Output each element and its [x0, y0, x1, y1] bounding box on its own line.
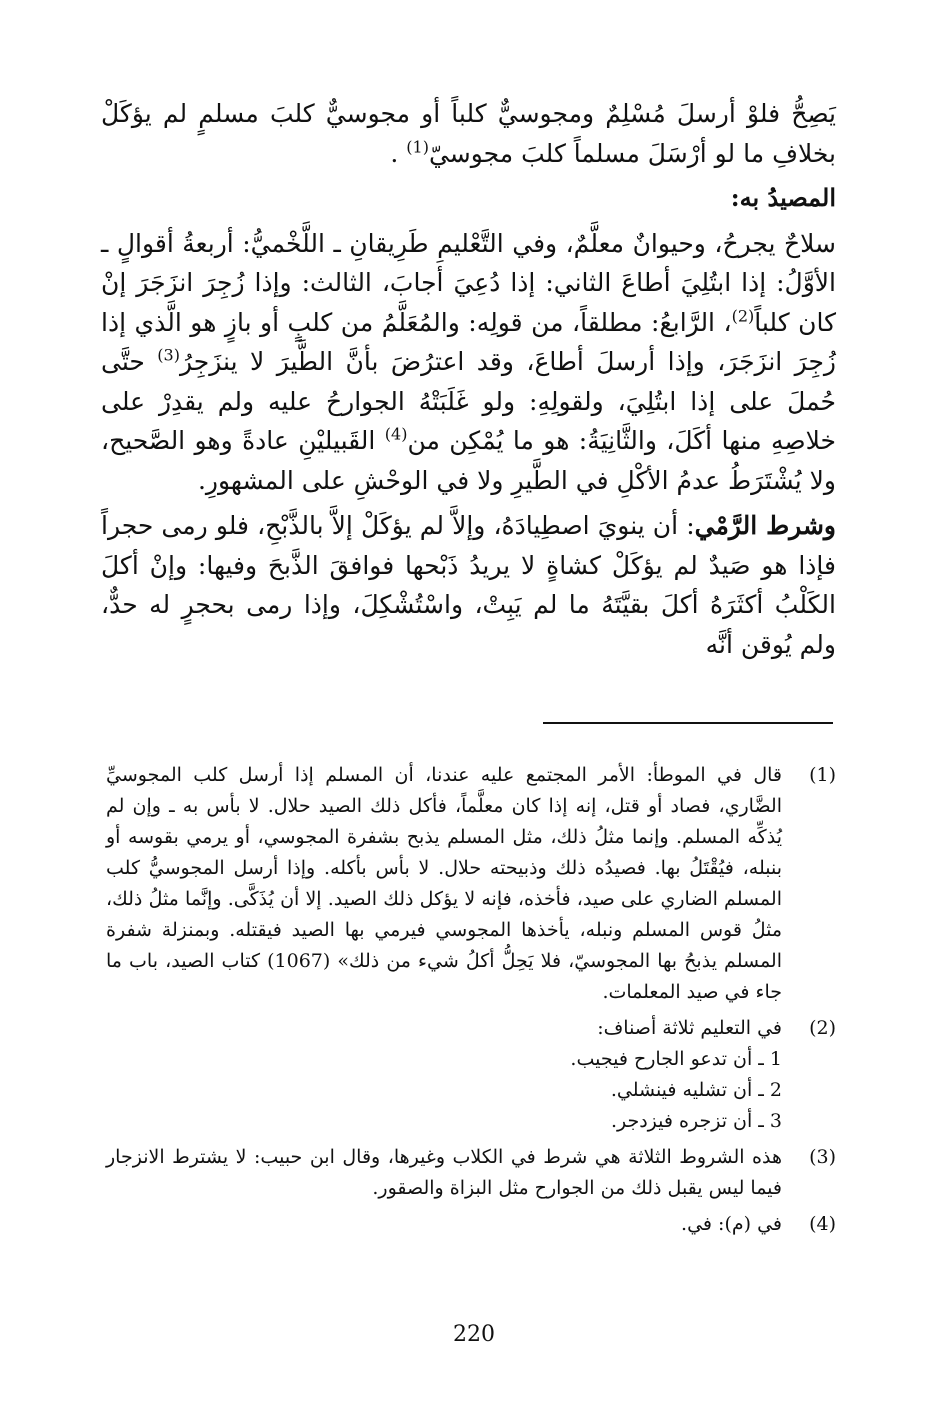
text-run: : أن ينويَ اصطِيادَهُ، وإلاَّ لم يؤكَلْ إلاَّ بالذَّبْحِ، فلو رمى حجراً فإذا هو صَيدٌ لم يؤكَلْ كشاةٍ لا يريدُ ذَبْحها فوافقَ الذَّبحَ وفيها: وإنْ أكلَ الكَلْبُ أكثَرَهُ أكلَ بقيَّتَهُ ما لم يَبِتْ، واسْتُشْكِلَ، وإذا رمى بحجرٍ له حدٌّ، ولم يُوقن أنَّه [101, 511, 836, 659]
section-heading: المصيدُ به: [730, 183, 836, 212]
footnote-ref[interactable]: (3) [157, 345, 180, 365]
footnote-body [106, 1142, 782, 1204]
footnote-list-item: 3 ـ أن تزجره فيزدجر. [610, 1110, 782, 1132]
footnote [106, 1013, 836, 1137]
paragraph [101, 94, 836, 173]
page-number: 220 [453, 1322, 495, 1347]
footnote-number: (3) [809, 1146, 836, 1168]
footnote-list-item: 2 ـ أن تشليه فينشلي. [610, 1079, 782, 1101]
footnotes [106, 760, 836, 1245]
footnote-text: قال في الموطأ: الأمر المجتمع عليه عندنا، أن المسلم إذا أرسل كلب المجوسيِّ الضَّاري، فصاد أو قتل، إنه إذا كان معلَّماً، فأكل ذلك الصيد حلال. لا بأس به ـ وإن لم يُذكِّه المسلم. وإنما مثلُ ذلك، مثل المسلم يذبح بشفرة المجوسي، أو يرمي بقوسه أو بنبله، فيُقْتَلُ بها. فصيدُه ذلك وذبيحته حلال. لا بأس بأكله. وإذا أرسل المجوسيُّ كلب المسلم الضاري على صيد، فأخذه، فإنه لا يؤكل ذلك الصيد. إلا أن يُذَكَّى. وإنَّما مثلُ ذلك، مثلُ قوس المسلم ونبله، يأخذها المجوسي فيرمي بها الصيد فيقتله. وبمنزلة شفرة المسلم يذبحُ بها المجوسيّ، فلا يَحِلُّ أكلُ شيء من ذلك» (1067) كتاب الصيد، باب ما جاء في صيد المعلمات. [106, 764, 782, 1003]
footnote-text: في التعليم ثلاثة أصناف: [597, 1017, 782, 1039]
footnote [106, 760, 836, 1008]
bold-term: وشرط الرَّمْي [694, 511, 836, 540]
footnote [106, 1209, 836, 1240]
footnote-body [106, 760, 782, 1008]
paragraph [101, 506, 836, 664]
text-run: . [390, 138, 407, 168]
footnote-number: (2) [809, 1017, 836, 1039]
footnote-ref[interactable]: (4) [384, 424, 408, 444]
main-text [101, 94, 836, 664]
footnote-number: (4) [809, 1213, 836, 1235]
footnote-body [106, 1013, 782, 1137]
footnote-text: هذه الشروط الثلاثة هي شرط في الكلاب وغيرها، وقال ابن حبيب: لا يشترط الانزجار فيما ليس يقبل ذلك من الجوارح مثل البزاة والصقور. [106, 1146, 782, 1199]
footnote-text: في (م): في. [681, 1213, 782, 1235]
footnote-body [106, 1209, 782, 1240]
text-run: سلاحٌ يجرحُ، وحيوانٌ معلَّمٌ، وفي التَّعْليمِ طَرِيقانِ ـ اللَّخْميُّ: أربعةُ أقوالٍ ـ الأوَّلُ: إذا ابتُلِيَ أطاعَ الثاني: إذا دُعِيَ أجابَ، الثالث: وإذا زُجِرَ انزَجَرَ إنْ كان كلباً [101, 228, 836, 337]
footnote-list-item: 1 ـ أن تدعو الجارح فيجيب. [570, 1048, 782, 1070]
footnote-divider [543, 722, 833, 724]
text-run: القَبيليْنِ عادةً وهو الصَّحيح، ولا يُشْتَرَطُ عدمُ الأكْلِ في الطَّيرِ ولا في الوحْشِ على المشهورِ. [101, 426, 836, 495]
text-run: يَصِحُّ فلوْ أرسلَ مُسْلِمٌ ومجوسيٌّ كلباً أو مجوسيٌّ كلبَ مسلمٍ لم يؤكَلْ بخلافِ ما لو أرْسَلَ مسلماً كلبَ مجوسيّ [101, 99, 836, 168]
footnote-ref[interactable]: (1) [406, 137, 429, 157]
text-run: حتَّى حُملَ على إذا ابتُلِيَ، ولقولِهِ: ولو غَلَبَتْهُ الجوارحُ عليه ولم يقدِرْ على خلاصِهِ منها أكَلَ، والثَّانِيَةُ: هو ما يُمْكِن من [101, 347, 836, 455]
text-run: ، الرَّابعُ: مطلقاً، من قولِه: والمُعَلَّمُ من كلبٍ أو بازٍ هو الَّذي إذا زُجِرَ انزَجَرَ، وإذا أرسلَ أطاعَ، وقد اعترُضَ بأنَّ الطَّيرَ لا ينزَجِرُ [101, 307, 836, 376]
footnote-ref[interactable]: (2) [731, 306, 755, 326]
footnote [106, 1142, 836, 1204]
footnote-number: (1) [809, 764, 836, 786]
paragraph [101, 224, 836, 501]
